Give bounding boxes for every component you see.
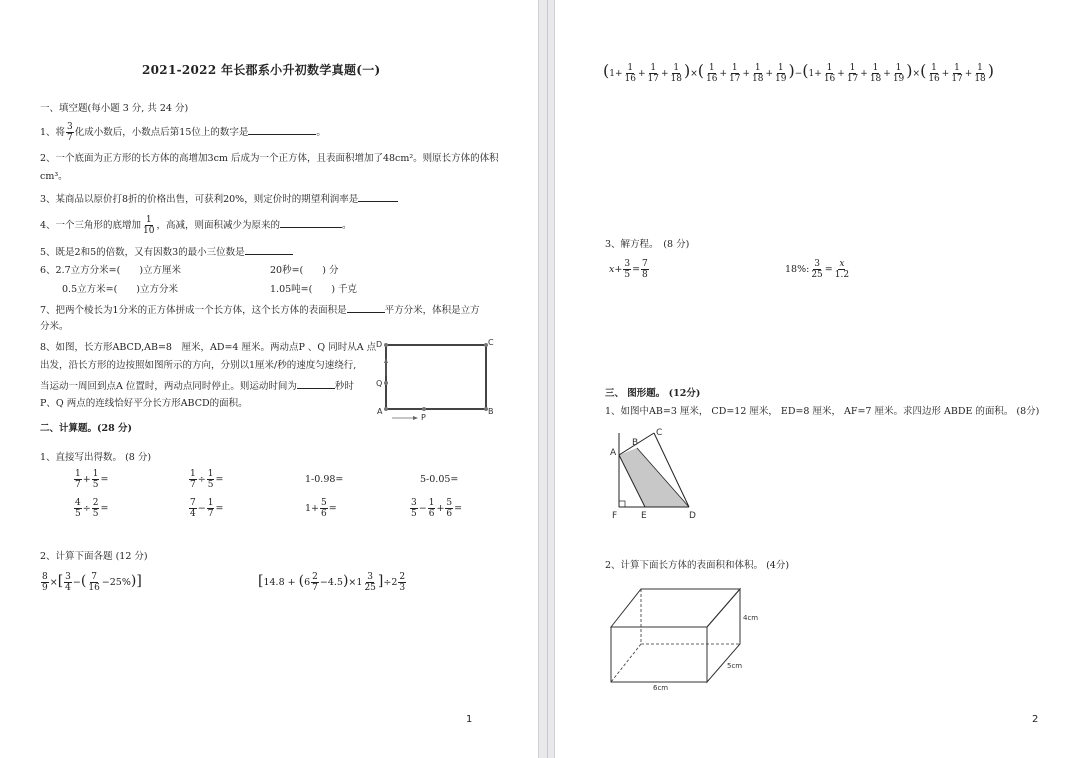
question-4: 4、一个三角形的底增加 $\frac{1}{10}$ ，高减，则面积减少为原来的 。	[40, 215, 352, 236]
page-title: 2021-2022 年长郡系小升初数学真题(一)	[142, 63, 381, 77]
page-number: 1	[466, 714, 473, 725]
calc-2-expression-3: (1+ $\frac{1}{16}$ + $\frac{1}{17}$ + $\frac{1}{18}$ )×( $\frac{1}{16}$ + $\frac{1}{17}$ + $\frac{1}{18}$ + $\frac{1}{19}$ )−(1+ $\frac{1}{16}$ + $\frac{1}{17}$ + $\frac{1}{18}$ + $\frac{1}{19}$ )×( $\frac{1}{16}$ + $\frac{1}{17}$ + $\frac{1}{18}$ )	[603, 61, 995, 84]
label-a: A	[377, 407, 383, 416]
svg-text:B: B	[632, 438, 639, 448]
answer-blank[interactable]	[245, 245, 293, 255]
question-6c: 0.5立方米=( )立方分米	[62, 284, 178, 295]
section-geometry-heading: 三、 图形题。 (12分)	[605, 388, 701, 399]
page-gutter	[538, 0, 555, 758]
calc-1g: 1+ $\frac{5}{6}$ =	[305, 498, 337, 519]
label-q: Q	[376, 379, 383, 388]
section-calculation-heading: 二、计算题。(28 分)	[40, 423, 133, 434]
calc-1d: 5-0.05=	[420, 474, 459, 485]
calc-1a: $\frac{1}{7}$ + $\frac{1}{5}$ =	[75, 469, 109, 490]
svg-text:C: C	[656, 428, 663, 438]
equation-2: 18%: $\frac{3}{25}$ = $\frac{x}{1.2}$	[785, 259, 850, 280]
question-7-line-2: 分米。	[40, 321, 69, 332]
calc-1h: $\frac{3}{5}$ − $\frac{1}{6}$ + $\frac{5}{6}$ =	[411, 498, 463, 519]
calc-1c: 1-0.98=	[305, 474, 344, 485]
fraction: $\frac{3}{7}$	[67, 122, 73, 143]
calc-1e: $\frac{4}{5}$ ÷ $\frac{2}{5}$ =	[75, 498, 109, 519]
rectangle-abcd-diagram	[374, 336, 500, 422]
geometry-question-1: 1、如图中AB=3 厘米， CD=12 厘米， ED=8 厘米， AF=7 厘米。求四边形 ABDE 的面积。 (8分)	[605, 406, 1040, 417]
answer-blank[interactable]	[297, 379, 335, 389]
question-5: 5、既是2和5的倍数，又有因数3的最小三位数是	[40, 245, 293, 259]
question-8-line-1: 8、如图，长方形ABCD,AB=8 厘米，AD=4 厘米。两动点P 、Q 同时从A 点	[40, 342, 377, 353]
calc-1f: $\frac{7}{4}$ − $\frac{1}{7}$ =	[190, 498, 224, 519]
calc-1b: $\frac{1}{7}$ ÷ $\frac{1}{5}$ =	[190, 469, 224, 490]
page-1	[0, 0, 538, 758]
svg-text:5cm: 5cm	[727, 662, 743, 670]
section-fill-blank-heading: 一、填空题(每小题 3 分, 共 24 分)	[40, 103, 189, 114]
calc-2-title: 2、计算下面各题 (12 分)	[40, 551, 148, 562]
answer-blank[interactable]	[248, 125, 316, 135]
svg-text:4cm: 4cm	[743, 614, 759, 622]
quadrilateral-abde-diagram	[605, 422, 705, 522]
calc-1-title: 1、直接写出得数。 (8 分)	[40, 452, 152, 463]
answer-blank[interactable]	[280, 218, 342, 228]
svg-text:E: E	[641, 511, 647, 521]
question-8-line-4: P、Q 两点的连线恰好平分长方形ABCD的面积。	[40, 398, 248, 409]
svg-text:D: D	[689, 511, 696, 521]
fraction: $\frac{1}{10}$	[143, 215, 155, 236]
question-3: 3、某商品以原价打8折的价格出售，可获利20%，则定价时的期望利润率是	[40, 192, 398, 206]
question-2-line-1: 2、一个底面为正方形的长方体的高增加3cm 后成为一个正方体，且表面积增加了48cm²。则原长方体的体积	[40, 153, 499, 164]
label-d: D	[376, 340, 383, 349]
geometry-question-2: 2、计算下面长方体的表面积和体积。 (4分)	[605, 560, 790, 571]
question-7-line-1: 7、把两个棱长为1分米的正方体拼成一个长方体，这个长方体的表面积是 平方分米，体积是立方	[40, 305, 480, 316]
answer-blank[interactable]	[347, 303, 385, 313]
cuboid-diagram	[605, 582, 825, 694]
question-8-line-3: 当运动一周回到点A 位置时，两动点同时停止。则运动时间为 秒时	[40, 381, 354, 392]
question-6d: 1.05吨=( ) 千克	[270, 284, 358, 295]
equation-section-title: 3、解方程。 (8 分)	[605, 239, 690, 250]
svg-text:6cm: 6cm	[653, 684, 669, 692]
label-b: B	[488, 407, 494, 416]
question-6b: 20秒=( ) 分	[270, 265, 339, 276]
equation-1: x+ $\frac{3}{5}$ = $\frac{7}{8}$	[609, 259, 648, 280]
svg-text:F: F	[612, 511, 618, 521]
label-c: C	[488, 338, 494, 347]
svg-text:A: A	[610, 448, 617, 458]
calc-2-expression-1: $\frac{8}{9}$ ×[ $\frac{3}{4}$ −( $\frac{7}{16}$ −25%)]	[42, 572, 142, 593]
page-number: 2	[1032, 714, 1039, 725]
answer-blank[interactable]	[358, 192, 398, 202]
label-p: P	[421, 413, 426, 422]
page-2	[555, 0, 1080, 758]
question-2-line-2: cm³。	[40, 171, 68, 182]
question-6a: 6、2.7立方分米=( )立方厘米	[40, 265, 182, 276]
question-8-line-2: 出发，沿长方形的边按照如图所示的方向，分别以1厘米/秒的速度匀速绕行,	[40, 360, 357, 371]
calc-2-expression-2: [14.8 + (6 $\frac{2}{7}$ −4.5)×1 $\frac{3}{25}$ ]÷2 $\frac{2}{3}$	[258, 572, 406, 593]
question-1: 1、将 $\frac{3}{7}$ 化成小数后，小数点后第15位上的数字是 。	[40, 122, 326, 143]
